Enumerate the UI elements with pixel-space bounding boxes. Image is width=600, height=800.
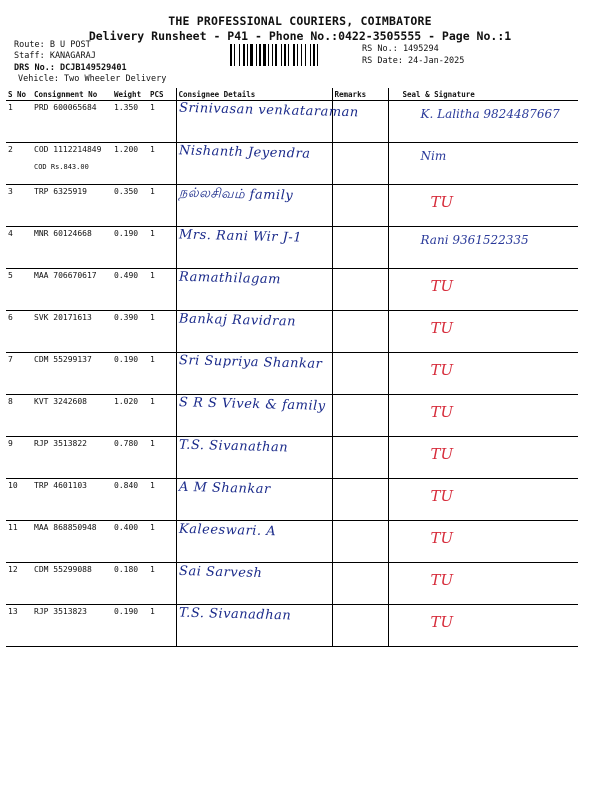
pieces: 1 bbox=[148, 269, 176, 311]
consignee-details bbox=[176, 185, 332, 227]
drs-label: DRS No.: DCJB149529401 bbox=[14, 63, 127, 73]
table-row bbox=[6, 227, 578, 269]
serial-number: 6 bbox=[6, 311, 32, 353]
consignee-handwriting: நல்லசிவம் family bbox=[178, 185, 293, 204]
signature-mark: TU bbox=[430, 403, 454, 421]
weight: 0.780 bbox=[112, 437, 148, 479]
weight: 0.390 bbox=[112, 311, 148, 353]
consignment-number bbox=[32, 101, 112, 143]
consignment-number bbox=[32, 311, 112, 353]
pieces: 1 bbox=[148, 143, 176, 185]
consignee-details bbox=[176, 521, 332, 563]
remarks bbox=[332, 605, 388, 647]
consignment-number bbox=[32, 605, 112, 647]
pieces: 1 bbox=[148, 563, 176, 605]
pieces: 1 bbox=[148, 437, 176, 479]
table-row bbox=[6, 479, 578, 521]
serial-number: 8 bbox=[6, 395, 32, 437]
table-row bbox=[6, 521, 578, 563]
rs-number: RS No.: 1495294 bbox=[362, 44, 439, 54]
consignment-value: MAA 706670617 bbox=[34, 271, 97, 280]
col-consignee: Consignee Details bbox=[176, 88, 332, 101]
seal-signature bbox=[388, 521, 578, 563]
remarks bbox=[332, 563, 388, 605]
route-label: Route: B U POST bbox=[14, 40, 91, 50]
table-row bbox=[6, 185, 578, 227]
consignment-value: RJP 3513822 bbox=[34, 439, 87, 448]
consignment-number bbox=[32, 395, 112, 437]
pieces: 1 bbox=[148, 227, 176, 269]
remarks bbox=[332, 479, 388, 521]
seal-signature bbox=[388, 395, 578, 437]
remarks bbox=[332, 437, 388, 479]
serial-number: 3 bbox=[6, 185, 32, 227]
barcode-icon bbox=[230, 44, 354, 66]
consignment-value: MAA 868850948 bbox=[34, 523, 97, 532]
consignee-handwriting: Bankaj Ravidran bbox=[178, 311, 296, 330]
table-header-row bbox=[6, 88, 578, 101]
runsheet-table bbox=[6, 88, 578, 647]
serial-number: 4 bbox=[6, 227, 32, 269]
remarks bbox=[332, 269, 388, 311]
signature-handwriting: Nim bbox=[420, 149, 447, 163]
consignment-value: SVK 20171613 bbox=[34, 313, 92, 322]
consignment-value: CDM 55299088 bbox=[34, 565, 92, 574]
cod-amount: COD Rs.843.00 bbox=[34, 163, 89, 171]
weight: 0.840 bbox=[112, 479, 148, 521]
signature-handwriting: K. Lalitha 9824487667 bbox=[420, 107, 560, 121]
consignment-number bbox=[32, 185, 112, 227]
staff-label: Staff: KANAGARAJ bbox=[14, 51, 96, 61]
serial-number: 11 bbox=[6, 521, 32, 563]
table-row bbox=[6, 269, 578, 311]
col-signature: Seal & Signature bbox=[388, 88, 578, 101]
consignment-number bbox=[32, 353, 112, 395]
table-row bbox=[6, 143, 578, 185]
serial-number: 5 bbox=[6, 269, 32, 311]
consignee-handwriting: A M Shankar bbox=[178, 479, 271, 498]
pieces: 1 bbox=[148, 185, 176, 227]
consignee-handwriting: Srinivasan venkataraman bbox=[178, 100, 359, 121]
weight: 0.190 bbox=[112, 605, 148, 647]
consignee-handwriting: S R S Vivek & family bbox=[178, 395, 326, 414]
seal-signature bbox=[388, 605, 578, 647]
consignee-details bbox=[176, 395, 332, 437]
consignment-value: TRP 4601103 bbox=[34, 481, 87, 490]
table-row bbox=[6, 311, 578, 353]
serial-number: 12 bbox=[6, 563, 32, 605]
serial-number: 7 bbox=[6, 353, 32, 395]
pieces: 1 bbox=[148, 605, 176, 647]
consignee-details bbox=[176, 100, 359, 143]
weight: 0.490 bbox=[112, 269, 148, 311]
consignment-number bbox=[32, 437, 112, 479]
document-subtitle: Delivery Runsheet - P41 - Phone No.:0422-3505555 - Page No.:1 bbox=[88, 29, 512, 43]
serial-number: 1 bbox=[6, 101, 32, 143]
pieces: 1 bbox=[148, 101, 176, 143]
weight: 1.020 bbox=[112, 395, 148, 437]
remarks bbox=[332, 395, 388, 437]
consignment-value: CDM 55299137 bbox=[34, 355, 92, 364]
consignment-number bbox=[32, 269, 112, 311]
signature-mark: TU bbox=[430, 319, 454, 337]
seal-signature bbox=[388, 437, 578, 479]
consignee-handwriting: Sri Supriya Shankar bbox=[178, 353, 323, 372]
signature-mark: TU bbox=[430, 361, 454, 379]
signature-mark: TU bbox=[430, 529, 454, 547]
consignee-handwriting: Sai Sarvesh bbox=[178, 563, 263, 582]
signature-handwriting: Rani 9361522335 bbox=[420, 233, 529, 247]
seal-signature bbox=[388, 101, 578, 143]
serial-number: 9 bbox=[6, 437, 32, 479]
signature-mark: TU bbox=[430, 613, 454, 631]
weight: 1.350 bbox=[112, 101, 148, 143]
col-remarks: Remarks bbox=[332, 88, 388, 101]
table-row bbox=[6, 605, 578, 647]
col-sno: S No bbox=[6, 88, 32, 101]
seal-signature bbox=[388, 269, 578, 311]
signature-mark: TU bbox=[430, 193, 454, 211]
serial-number: 10 bbox=[6, 479, 32, 521]
col-pcs: PCS bbox=[148, 88, 176, 101]
consignee-handwriting: Mrs. Rani Wir J-1 bbox=[178, 227, 302, 246]
seal-signature bbox=[388, 185, 578, 227]
consignee-handwriting: Nishanth Jeyendra bbox=[178, 143, 311, 162]
serial-number: 13 bbox=[6, 605, 32, 647]
weight: 1.200 bbox=[112, 143, 148, 185]
remarks bbox=[332, 143, 388, 185]
rs-date: RS Date: 24-Jan-2025 bbox=[362, 56, 465, 66]
consignee-details bbox=[176, 605, 332, 647]
consignee-details bbox=[176, 479, 332, 521]
table-row bbox=[6, 563, 578, 605]
consignee-details bbox=[176, 143, 332, 185]
signature-mark: TU bbox=[430, 445, 454, 463]
seal-signature bbox=[388, 311, 578, 353]
remarks bbox=[332, 353, 388, 395]
pieces: 1 bbox=[148, 353, 176, 395]
weight: 0.190 bbox=[112, 227, 148, 269]
consignment-number bbox=[32, 143, 112, 185]
seal-signature bbox=[388, 143, 578, 185]
consignee-details bbox=[176, 227, 332, 269]
seal-signature bbox=[388, 353, 578, 395]
consignment-value: COD 1112214849 bbox=[34, 145, 102, 154]
consignment-number bbox=[32, 479, 112, 521]
weight: 0.350 bbox=[112, 185, 148, 227]
consignment-value: PRD 600065684 bbox=[34, 103, 97, 112]
table-row bbox=[6, 101, 578, 143]
col-consignment: Consignment No bbox=[32, 88, 112, 101]
table-row bbox=[6, 395, 578, 437]
signature-mark: TU bbox=[430, 277, 454, 295]
consignment-value: KVT 3242608 bbox=[34, 397, 87, 406]
consignee-details bbox=[176, 353, 332, 395]
consignment-value: MNR 60124668 bbox=[34, 229, 92, 238]
remarks bbox=[332, 227, 388, 269]
document-title: THE PROFESSIONAL COURIERS, COIMBATORE bbox=[168, 14, 432, 28]
seal-signature bbox=[388, 563, 578, 605]
consignee-details bbox=[176, 563, 332, 605]
seal-signature bbox=[388, 479, 578, 521]
remarks bbox=[332, 521, 388, 563]
consignee-handwriting: Kaleeswari. A bbox=[178, 521, 276, 540]
consignment-number bbox=[32, 521, 112, 563]
serial-number: 2 bbox=[6, 143, 32, 185]
weight: 0.400 bbox=[112, 521, 148, 563]
remarks bbox=[332, 311, 388, 353]
consignee-details bbox=[176, 437, 332, 479]
col-weight: Weight bbox=[112, 88, 148, 101]
pieces: 1 bbox=[148, 521, 176, 563]
consignee-handwriting: T.S. Sivanathan bbox=[178, 437, 288, 456]
table-row bbox=[6, 353, 578, 395]
pieces: 1 bbox=[148, 311, 176, 353]
seal-signature bbox=[388, 227, 578, 269]
remarks bbox=[332, 185, 388, 227]
consignee-details bbox=[176, 269, 332, 311]
signature-mark: TU bbox=[430, 571, 454, 589]
consignment-value: RJP 3513823 bbox=[34, 607, 87, 616]
consignee-handwriting: Ramathilagam bbox=[178, 269, 281, 288]
table-row bbox=[6, 437, 578, 479]
weight: 0.180 bbox=[112, 563, 148, 605]
consignee-handwriting: T.S. Sivanadhan bbox=[178, 605, 291, 624]
pieces: 1 bbox=[148, 479, 176, 521]
vehicle-label: Vehicle: Two Wheeler Delivery bbox=[18, 74, 167, 84]
pieces: 1 bbox=[148, 395, 176, 437]
signature-mark: TU bbox=[430, 487, 454, 505]
weight: 0.190 bbox=[112, 353, 148, 395]
consignee-details bbox=[176, 311, 332, 353]
consignment-number bbox=[32, 227, 112, 269]
consignment-number bbox=[32, 563, 112, 605]
consignment-value: TRP 6325919 bbox=[34, 187, 87, 196]
